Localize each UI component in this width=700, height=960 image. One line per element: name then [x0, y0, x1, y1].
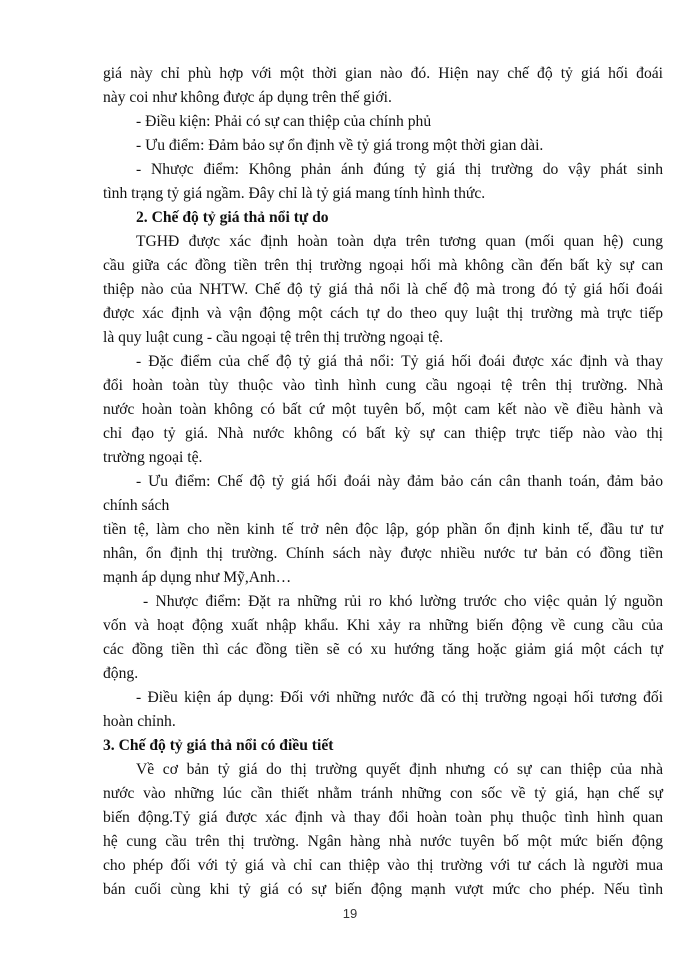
- section-heading: 2. Chế độ tỷ giá thả nổi tự do: [136, 209, 329, 226]
- text-line: mạnh áp dụng như Mỹ,Anh…: [103, 569, 292, 586]
- text-line: cầu giữa các đồng tiền trên thị trường ngoại hối mà không cần đến bất kỳ sự can: [103, 257, 663, 274]
- text-line: TGHĐ được xác định hoàn toàn dựa trên tương quan (mối quan hệ) cung: [136, 233, 663, 250]
- page-number: 19: [342, 906, 358, 921]
- text-line: là quy luật cung - cầu ngoại tệ trên thị trường ngoại tệ.: [103, 329, 444, 346]
- text-line: - Nhược điểm: Không phản ánh đúng tỷ giá thị trường do vậy phát sinh: [136, 161, 663, 178]
- text-line: động.: [103, 665, 139, 682]
- text-line: tình trạng tỷ giá ngầm. Đây chỉ là tỷ giá mang tính hình thức.: [103, 185, 486, 202]
- text-line: này coi như không được áp dụng trên thế giới.: [103, 89, 392, 106]
- text-line: - Nhược điểm: Đặt ra những rủi ro khó lường trước cho việc quản lý nguồn: [143, 593, 663, 610]
- text-line: biến động.Tỷ giá được xác định và thay đổi hoàn toàn phụ thuộc tình hình quan: [103, 809, 663, 826]
- text-line: các đồng tiền thì các đồng tiền sẽ có xu hướng tăng hoặc giảm giá một cách tự: [103, 641, 663, 658]
- section-heading: 3. Chế độ tỷ giá thả nổi có điều tiết: [103, 737, 334, 754]
- text-line: chính sách: [103, 497, 170, 514]
- text-line: đổi hoàn toàn tùy thuộc vào tình hình cung cầu ngoại tệ trên thị trường. Nhà: [103, 377, 663, 394]
- text-line: trường ngoại tệ.: [103, 449, 203, 466]
- text-line: - Điều kiện áp dụng: Đối với những nước đã có thị trường ngoại hối tương đối: [136, 689, 663, 706]
- text-line: vốn và hoạt động xuất nhập khẩu. Khi xảy ra những biến động về cung cầu của: [103, 617, 663, 634]
- text-line: - Đặc điểm của chế độ tỷ giá thả nổi: Tỷ giá hối đoái được xác định và thay: [136, 353, 663, 370]
- text-line: - Ưu điểm: Chế độ tỷ giá hối đoái này đảm bảo cán cân thanh toán, đảm bảo: [136, 473, 663, 490]
- text-line: hoàn chỉnh.: [103, 713, 176, 730]
- text-line: chỉ đạo tỷ giá. Nhà nước không có bất kỳ sự can thiệp trực tiếp nào vào thị: [103, 425, 663, 442]
- text-line: - Điều kiện: Phải có sự can thiệp của chính phủ: [136, 113, 432, 130]
- text-line: hệ cung cầu trên thị trường. Ngân hàng nhà nước tuyên bố một mức biến động: [103, 833, 663, 850]
- text-line: được xác định và vận động một cách tự do theo quy luật thị trường mà trực tiếp: [103, 305, 663, 322]
- text-line: giá này chỉ phù hợp với một thời gian nào đó. Hiện nay chế độ tỷ giá hối đoái: [103, 65, 663, 82]
- text-line: Về cơ bản tỷ giá do thị trường quyết định nhưng có sự can thiệp của nhà: [136, 761, 663, 778]
- text-line: nước hoàn toàn không có bất cứ một tuyên bố, một cam kết nào về điều hành và: [103, 401, 663, 418]
- text-line: nước vào những lúc cần thiết nhằm tránh những con sốc về tỷ giá, hạn chế sự: [103, 785, 663, 802]
- text-line: - Ưu điểm: Đảm bảo sự ổn định về tỷ giá trong một thời gian dài.: [136, 137, 544, 154]
- text-line: tiền tệ, làm cho nền kinh tế trở nên độc lập, góp phần ổn định kinh tế, đầu tư tư: [103, 521, 663, 538]
- text-line: nhân, ổn định thị trường. Chính sách này được nhiều nước tư bản có đồng tiền: [103, 545, 663, 562]
- text-line: bán cuối cùng khi tỷ giá có sự biến động mạnh vượt mức cho phép. Nếu tình: [103, 881, 663, 898]
- text-line: thiệp nào của NHTW. Chế độ tỷ giá thả nổi là chế độ mà trong đó tỷ giá hối đoái: [103, 281, 663, 298]
- text-line: cho phép đối với tỷ giá và chỉ can thiệp vào thị trường với tư cách là người mua: [103, 857, 663, 874]
